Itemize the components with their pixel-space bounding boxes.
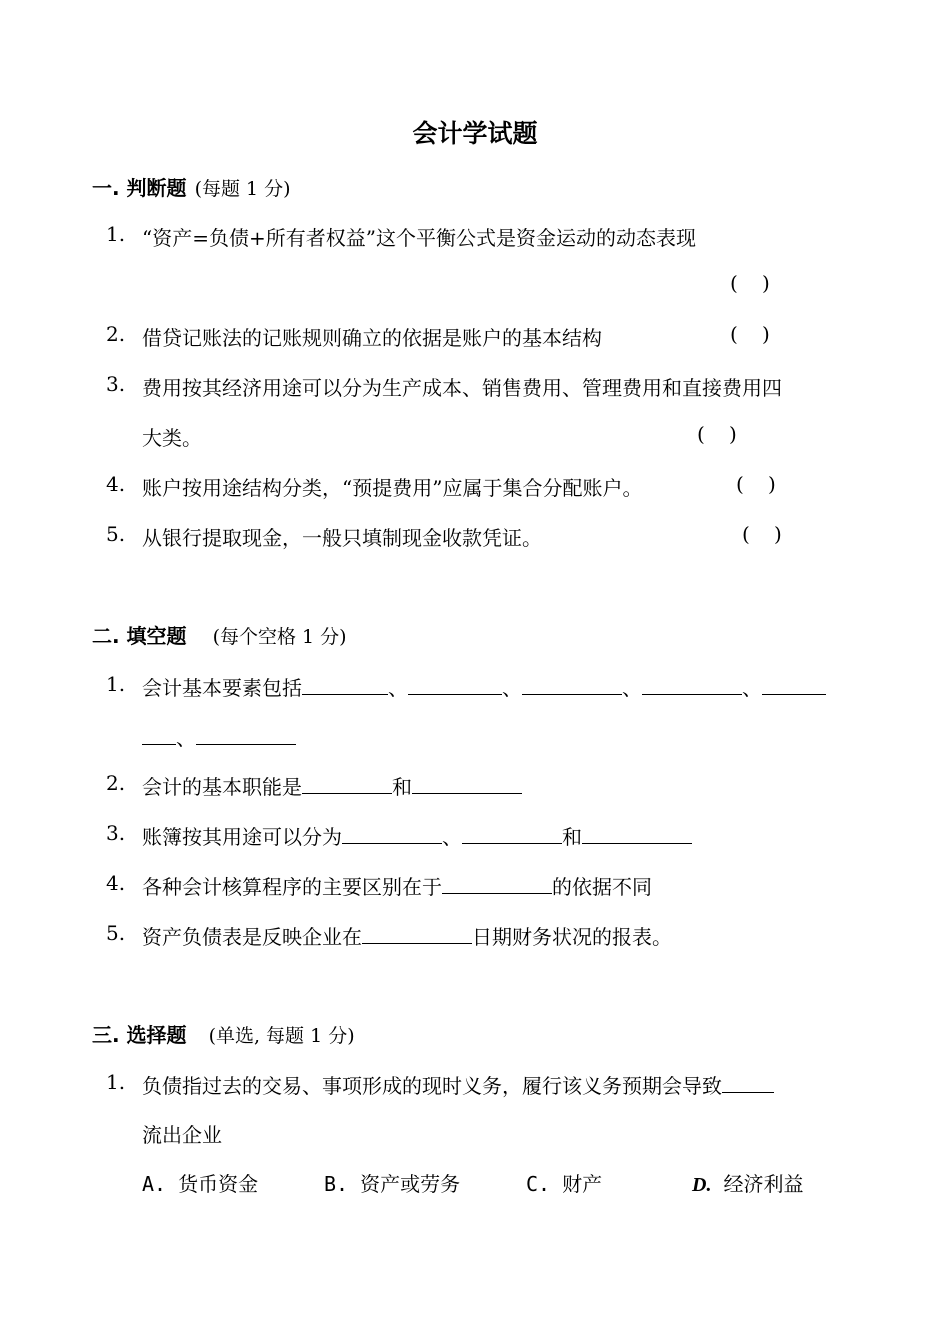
question-text-continued: 流出企业: [142, 1123, 222, 1147]
answer-bracket[interactable]: ( ): [730, 322, 770, 346]
question-text: 账户按用途结构分类，“预提费用”应属于集合分配账户。: [142, 476, 643, 500]
question-text: 负债指过去的交易、事项形成的现时义务，履行该义务预期会导致: [142, 1070, 774, 1099]
answer-blank[interactable]: [302, 774, 392, 794]
question-text: 会计的基本职能是 和: [142, 771, 522, 800]
question-text-continued: 、: [142, 722, 296, 751]
question-number: 5.: [106, 921, 126, 945]
section-heading-fill-in: [92, 620, 347, 649]
answer-bracket[interactable]: ( ): [742, 522, 782, 546]
section-score-note: (每题 1 分): [194, 178, 291, 200]
answer-blank[interactable]: [582, 824, 692, 844]
question-text-continued: 大类。: [142, 426, 202, 450]
answer-blank[interactable]: [642, 675, 742, 695]
question-number: 1.: [106, 672, 126, 696]
answer-blank[interactable]: [462, 824, 562, 844]
option-a[interactable]: A. 货币资金: [142, 1172, 259, 1196]
question-text: 账簿按其用途可以分为 、 和: [142, 821, 692, 850]
question-number: 1.: [106, 1070, 126, 1094]
answer-blank[interactable]: [522, 675, 622, 695]
question-text: 费用按其经济用途可以分为生产成本、销售费用、管理费用和直接费用四: [142, 376, 782, 400]
option-d[interactable]: D. 经济利益: [692, 1172, 804, 1196]
answer-bracket[interactable]: ( ): [736, 472, 776, 496]
question-text: 借贷记账法的记账规则确立的依据是账户的基本结构: [142, 326, 602, 350]
answer-blank[interactable]: [302, 675, 388, 695]
question-text: 从银行提取现金，一般只填制现金收款凭证。: [142, 526, 542, 550]
answer-bracket[interactable]: ( ): [697, 422, 737, 446]
answer-bracket[interactable]: ( ): [730, 271, 770, 295]
section-title: 三. 选择题: [92, 1023, 187, 1047]
question-text: 资产负债表是反映企业在 日期财务状况的报表。: [142, 925, 672, 949]
answer-blank[interactable]: [762, 675, 826, 695]
section-score-note: (每个空格 1 分): [212, 626, 347, 648]
answer-blank[interactable]: [142, 725, 176, 745]
question-number: 3.: [106, 821, 126, 845]
section-score-note: (单选, 每题 1 分): [208, 1025, 355, 1047]
page-title: 会计学试题: [412, 119, 538, 148]
answer-blank[interactable]: [196, 725, 296, 745]
section-heading-choice: [92, 1019, 355, 1048]
question-number: 3.: [106, 372, 126, 396]
question-number: 2.: [106, 771, 126, 795]
question-number: 4.: [106, 871, 126, 895]
answer-blank[interactable]: [412, 774, 522, 794]
question-text: “资产=负债+所有者权益”这个平衡公式是资金运动的动态表现: [142, 226, 696, 250]
answer-blank[interactable]: [442, 874, 552, 894]
section-title: 二. 填空题: [92, 624, 187, 648]
answer-blank[interactable]: [362, 924, 472, 944]
question-text: 各种会计核算程序的主要区别在于 的依据不同: [142, 875, 652, 899]
question-text: 会计基本要素包括 、 、 、 、: [142, 672, 826, 701]
answer-blank[interactable]: [342, 824, 442, 844]
question-number: 2.: [106, 322, 126, 346]
answer-blank[interactable]: [408, 675, 502, 695]
question-number: 4.: [106, 472, 126, 496]
question-number: 1.: [106, 222, 126, 246]
option-c[interactable]: C. 财产: [526, 1172, 603, 1196]
answer-blank[interactable]: [722, 1073, 774, 1093]
option-b[interactable]: B. 资产或劳务: [324, 1172, 461, 1196]
section-title: 一. 判断题: [92, 176, 187, 200]
question-number: 5.: [106, 522, 126, 546]
section-heading-judgement: [92, 172, 291, 201]
